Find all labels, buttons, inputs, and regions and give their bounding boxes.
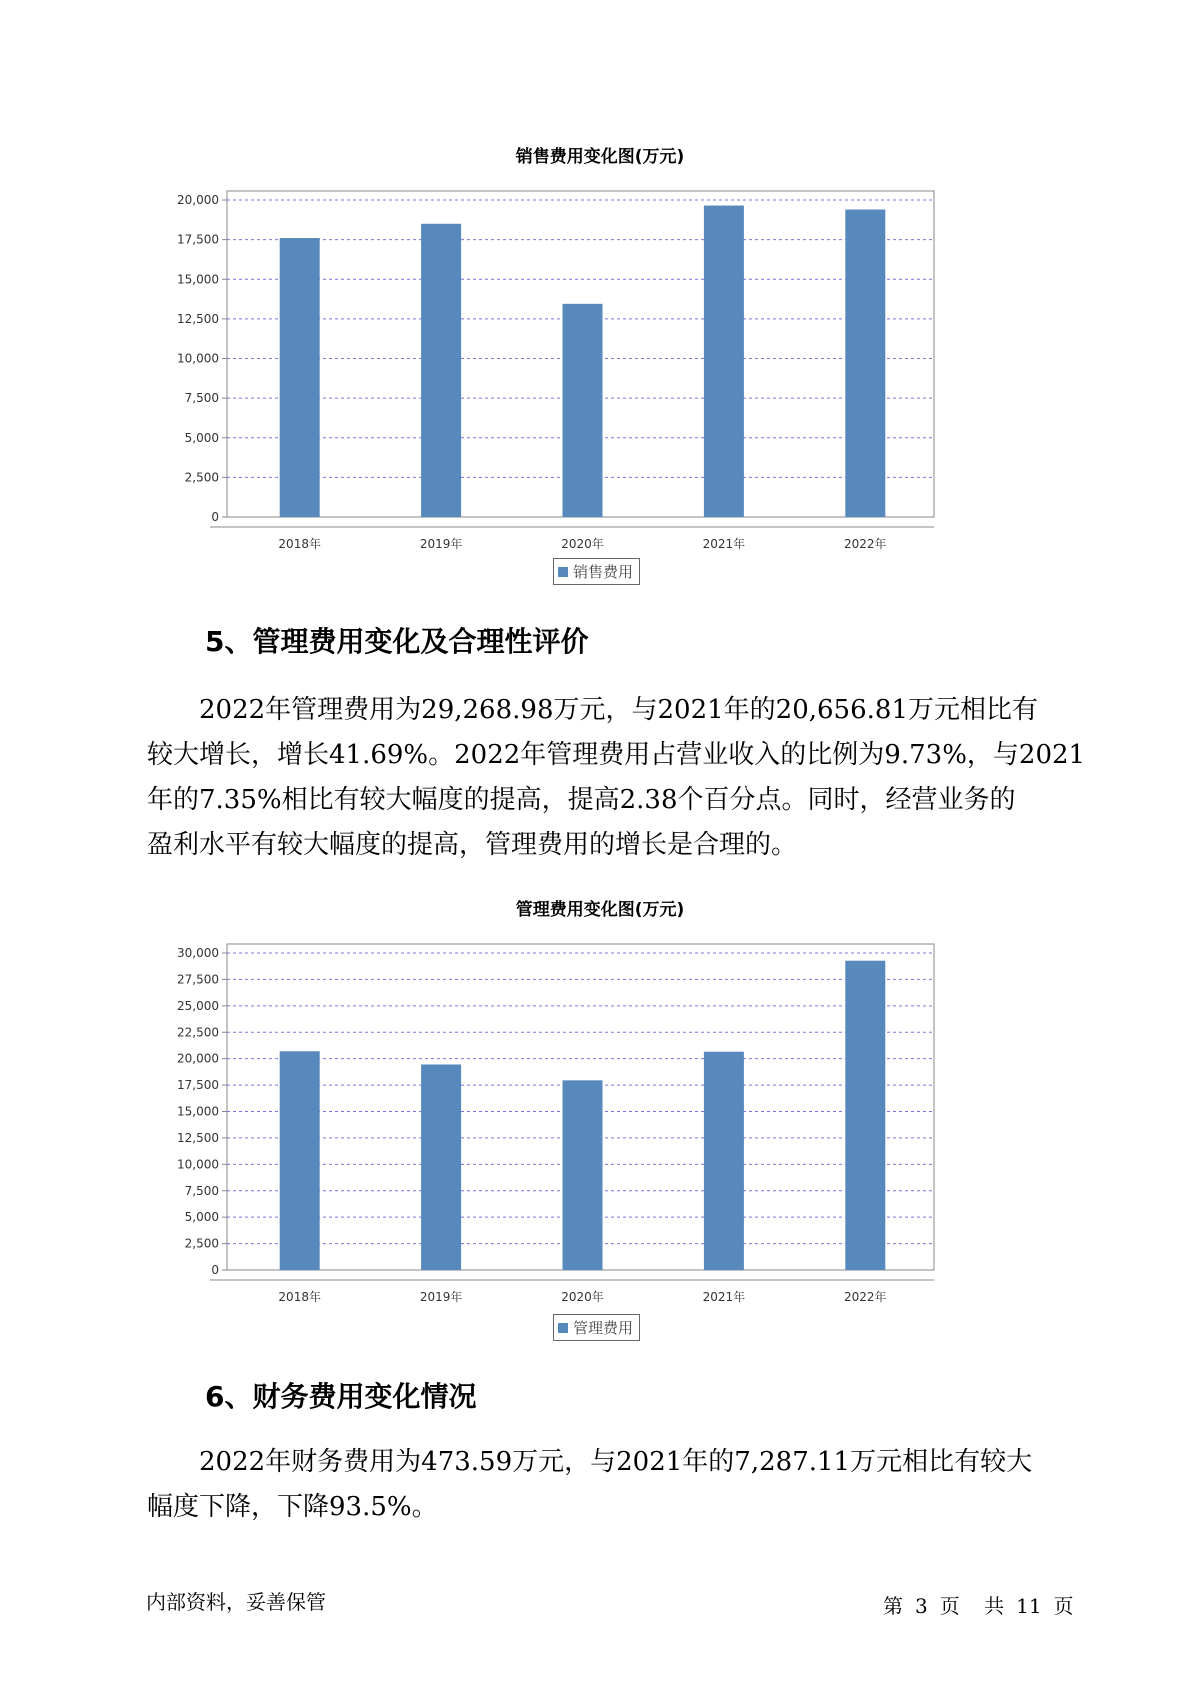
section-6-paragraph (147, 1440, 1052, 1530)
chart-legend (553, 1314, 640, 1341)
legend-label: 管理费用 (573, 1319, 634, 1337)
x-tick-label: 2018年 (278, 537, 321, 551)
y-tick-label: 20,000 (177, 1051, 219, 1066)
bar (421, 224, 461, 517)
x-tick-label: 2022年 (844, 1290, 887, 1304)
paragraph-line: 2022年财务费用为473.59万元，与2021年的7,287.11万元相比有较大 (199, 1447, 1033, 1477)
total-label: 页 (1053, 1594, 1074, 1618)
paragraph-line: 年的7.35%相比有较大幅度的提高，提高2.38个百分点。同时，经营业务的 (147, 785, 1016, 815)
y-tick-label: 30,000 (177, 946, 219, 960)
x-tick-label: 2021年 (702, 1290, 746, 1304)
y-tick-label: 27,500 (177, 972, 219, 987)
chart-title: 管理费用变化图(万元) (515, 900, 685, 920)
bar (845, 210, 885, 517)
section-heading-5: 5、管理费用变化及合理性评价 (205, 625, 589, 658)
section-heading-6: 6、财务费用变化情况 (205, 1380, 477, 1413)
section-5-paragraph (147, 688, 1086, 868)
bar (563, 1080, 603, 1270)
legend-swatch (558, 567, 568, 577)
y-tick-label: 0 (211, 1263, 219, 1277)
total-num: 11 (1016, 1594, 1042, 1618)
y-tick-label: 20,000 (177, 193, 219, 207)
paragraph-line: 幅度下降，下降93.5%。 (147, 1492, 438, 1522)
y-tick-label: 0 (211, 510, 219, 524)
chart-title: 销售费用变化图(万元) (515, 147, 685, 167)
y-tick-label: 7,500 (184, 391, 219, 406)
bar (704, 1052, 744, 1270)
y-tick-label: 2,500 (184, 1236, 219, 1251)
footer-confidential-note: 内部资料，妥善保管 (146, 1590, 326, 1614)
legend-swatch (558, 1323, 568, 1333)
admin-expense-chart-plot (150, 925, 1050, 1304)
paragraph-line: 2022年管理费用为29,268.98万元，与2021年的20,656.81万元相比有 (199, 695, 1038, 725)
y-tick-label: 15,000 (177, 272, 219, 287)
bar (421, 1064, 461, 1270)
y-tick-label: 2,500 (184, 470, 219, 485)
bar (845, 961, 885, 1270)
x-tick-label: 2022年 (844, 537, 887, 551)
bar (563, 304, 603, 517)
y-tick-label: 10,000 (177, 351, 219, 366)
admin-expense-chart (150, 895, 1050, 1345)
y-tick-label: 12,500 (177, 311, 219, 326)
y-tick-label: 17,500 (177, 1078, 219, 1093)
legend-label: 销售费用 (573, 563, 634, 581)
total-label: 共 (984, 1594, 1005, 1618)
y-tick-label: 15,000 (177, 1104, 219, 1119)
y-tick-label: 22,500 (177, 1025, 219, 1040)
x-tick-label: 2020年 (561, 537, 604, 551)
x-tick-label: 2018年 (278, 1290, 321, 1304)
x-tick-label: 2019年 (419, 537, 463, 551)
page-num: 3 (915, 1594, 928, 1618)
y-tick-label: 5,000 (184, 1210, 219, 1225)
y-tick-label: 17,500 (177, 232, 219, 247)
bar (704, 206, 744, 517)
y-tick-label: 5,000 (184, 430, 219, 445)
paragraph-line: 盈利水平有较大幅度的提高，管理费用的增长是合理的。 (147, 830, 798, 860)
x-tick-label: 2020年 (561, 1290, 604, 1304)
y-tick-label: 12,500 (177, 1130, 219, 1145)
page-label: 第 (883, 1594, 903, 1618)
page-label: 页 (939, 1594, 960, 1618)
bar (280, 238, 320, 517)
sales-expense-chart (150, 142, 1050, 592)
x-tick-label: 2021年 (702, 537, 746, 551)
chart-legend (553, 558, 640, 585)
bar (280, 1051, 320, 1270)
y-tick-label: 7,500 (184, 1183, 219, 1198)
x-tick-label: 2019年 (419, 1290, 463, 1304)
y-tick-label: 10,000 (177, 1157, 219, 1172)
footer-page-number (883, 1590, 1086, 1619)
y-tick-label: 25,000 (177, 998, 219, 1013)
sales-expense-chart-plot (150, 172, 1050, 551)
paragraph-line: 较大增长，增长41.69%。2022年管理费用占营业收入的比例为9.73%，与2021 (147, 740, 1086, 770)
